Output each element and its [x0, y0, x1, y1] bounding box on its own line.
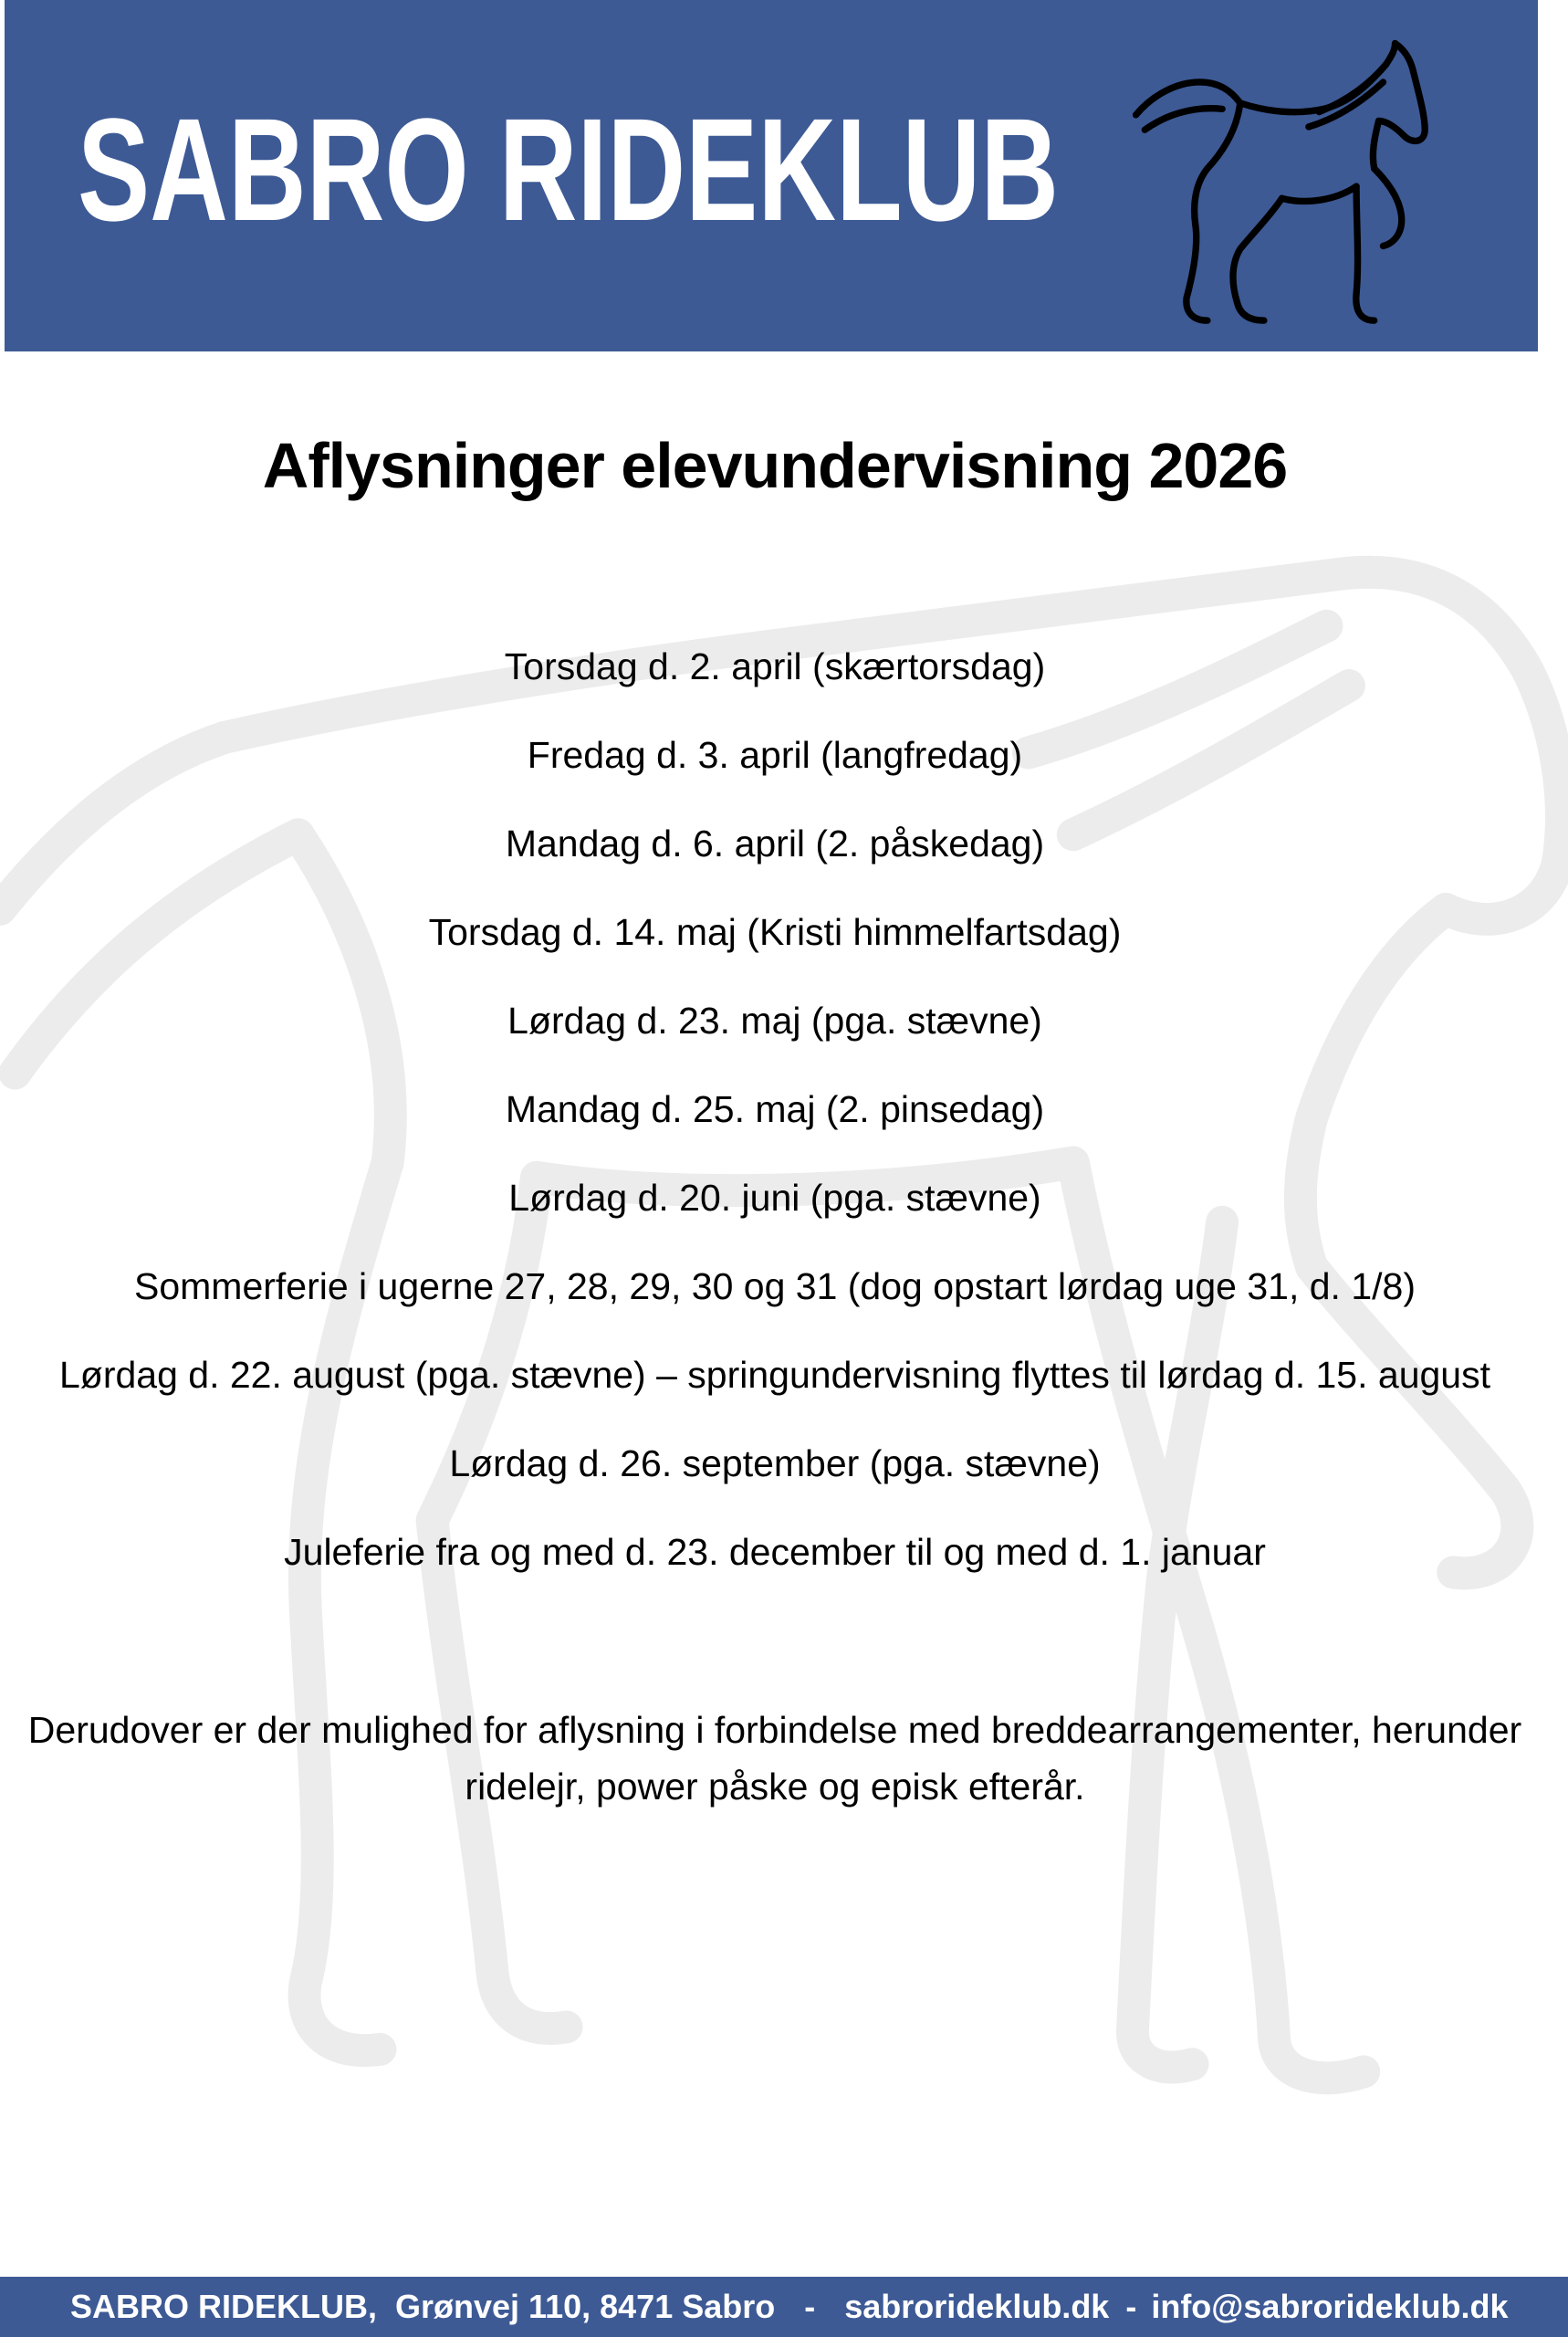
cancellation-list — [0, 623, 1550, 1597]
cancellation-item: Lørdag d. 20. juni (pga. stævne) — [508, 1177, 1041, 1219]
cancellation-item: Lørdag d. 22. august (pga. stævne) – springundervisning flyttes til lørdag d. 15. august — [59, 1354, 1490, 1396]
page-title: Aflysninger elevundervisning 2026 — [262, 430, 1288, 501]
footer-separator: - — [804, 2288, 816, 2325]
footer-bar — [0, 2277, 1568, 2337]
additional-info — [0, 1702, 1550, 1815]
cancellation-item: Mandag d. 6. april (2. påskedag) — [505, 823, 1045, 865]
header-banner — [5, 0, 1538, 351]
footer-website-link[interactable]: sabrorideklub.dk — [844, 2288, 1110, 2325]
club-name-heading: SABRO RIDEKLUB — [78, 88, 1060, 251]
cancellation-item: Lørdag d. 26. september (pga. stævne) — [449, 1442, 1101, 1484]
cancellation-item: Lørdag d. 23. maj (pga. stævne) — [507, 1000, 1042, 1042]
footer-email-link[interactable]: info@sabrorideklub.dk — [1151, 2288, 1509, 2325]
horse-logo-icon — [1133, 37, 1431, 325]
additional-info-line: Derudover er der mulighed for aflysning i forbindelse med breddearrangementer, herunder — [27, 1709, 1522, 1751]
cancellation-item: Sommerferie i ugerne 27, 28, 29, 30 og 31 (dog opstart lørdag uge 31, d. 1/8) — [134, 1265, 1416, 1307]
cancellation-item: Fredag d. 3. april (langfredag) — [527, 734, 1023, 776]
cancellation-item: Torsdag d. 14. maj (Kristi himmelfartsdag) — [428, 911, 1122, 953]
cancellation-item: Juleferie fra og med d. 23. december til og med d. 1. januar — [284, 1531, 1266, 1573]
footer-contact-line — [70, 2277, 1508, 2337]
footer-club-name: SABRO RIDEKLUB, — [70, 2288, 378, 2325]
cancellation-item: Mandag d. 25. maj (2. pinsedag) — [505, 1088, 1045, 1130]
footer-separator: - — [1125, 2288, 1137, 2325]
cancellation-item: Torsdag d. 2. april (skærtorsdag) — [504, 645, 1046, 687]
additional-info-line: ridelejr, power påske og episk efterår. — [465, 1766, 1085, 1808]
footer-address: Grønvej 110, 8471 Sabro — [395, 2288, 776, 2325]
